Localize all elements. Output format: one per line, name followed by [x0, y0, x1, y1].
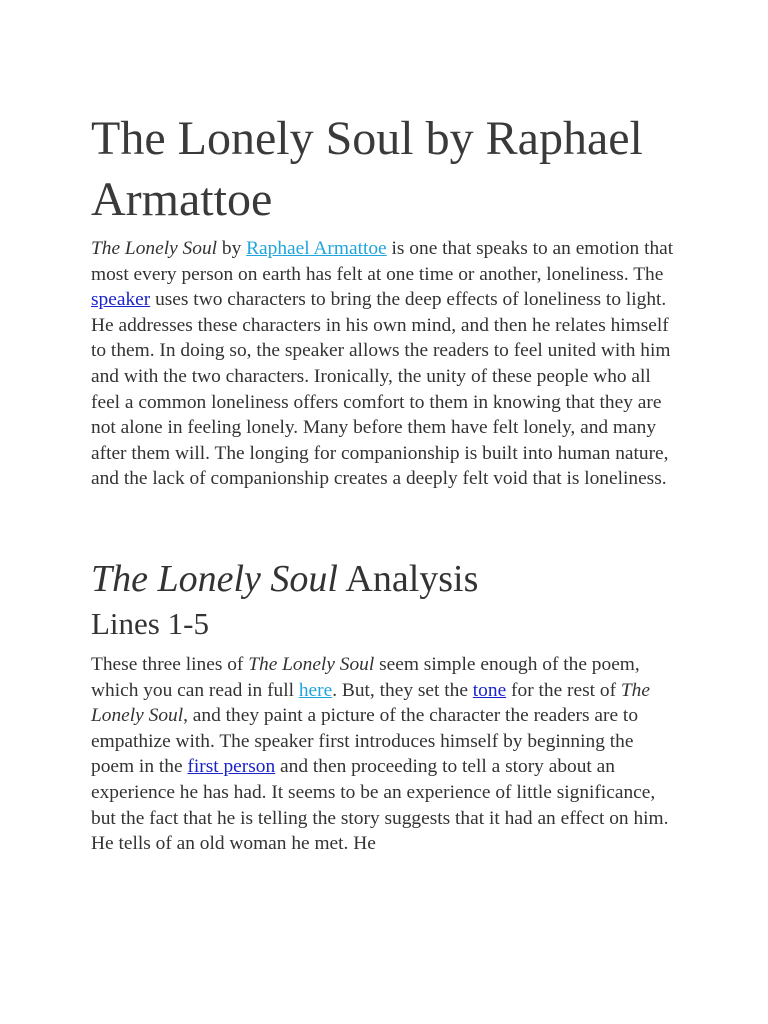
here-link[interactable]: here [298, 679, 333, 701]
intro-paragraph [91, 236, 681, 492]
analysis-heading-rest: Analysis [337, 557, 479, 600]
intro-text-1: by [217, 238, 247, 259]
first-person-link[interactable]: first person [187, 756, 276, 778]
lines-text-4: for the rest of [506, 679, 621, 701]
poem-title-italic: The Lonely Soul [91, 238, 218, 259]
article [91, 0, 681, 857]
lines-text-1: These three lines of [91, 653, 249, 675]
intro-text-2: is one that speaks to an emotion that most every person on earth has felt at one time or another, loneliness. The [91, 238, 674, 285]
lines-text-2: seem simple enough of the poem, which you can read in full [91, 653, 640, 701]
lines-text-3: . But, they set the [332, 679, 473, 701]
lines-text-5: , and they paint a picture of the character the readers are to empathize with. The speaker first introduces himself by beginning the poem in the [91, 705, 639, 778]
analysis-heading-italic: The Lonely Soul [91, 557, 338, 600]
analysis-heading [91, 556, 681, 602]
tone-link[interactable]: tone [472, 679, 507, 701]
page-title: The Lonely Soul by Raphael Armattoe [91, 112, 643, 226]
author-link[interactable]: Raphael Armattoe [246, 238, 387, 259]
poem-title-italic-2: The Lonely Soul [248, 653, 375, 675]
speaker-link[interactable]: speaker [91, 289, 151, 311]
poem-title-italic-3: The Lonely Soul [91, 679, 650, 727]
lines-paragraph [91, 652, 681, 857]
lines-heading: Lines 1-5 [91, 605, 209, 641]
intro-text-3: uses two characters to bring the deep effects of loneliness to light. He addresses these characters in his own mind, and then he relates himself to them. In doing so, the speaker allows the readers to feel united with him and with the two characters. Ironically, the unity of these people who all feel a common loneliness offers comfort to them in knowing that they are not alone in feeling lonely. Many before them have felt lonely, and many after them will. The longing for companionship is built into human nature, and the lack of companionship creates a deeply felt void that is loneliness. [91, 289, 671, 490]
lines-text-6: and then proceeding to tell a story about an experience he has had. It seems to be an experience of little significance, but the fact that he is telling the story suggests that it had an effect on him. He tells of an old woman he met. He [91, 756, 669, 855]
